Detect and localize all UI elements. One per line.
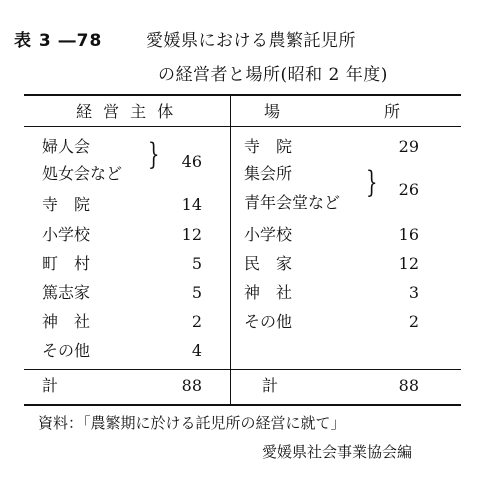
left-row-value: 46	[181, 152, 202, 171]
left-row-label: 寺 院	[42, 195, 91, 214]
table-title-line1: 愛媛県における農繁託児所	[146, 31, 356, 51]
right-total-value: 88	[398, 376, 419, 395]
table-number: 表 3 ―78	[14, 31, 103, 51]
right-row-value: 16	[398, 225, 419, 244]
right-row-value: 29	[398, 137, 419, 156]
left-brace-symbol: }	[148, 137, 160, 172]
left-total-label: 計	[42, 376, 59, 395]
left-row-label: その他	[42, 341, 91, 360]
header-rule	[24, 126, 461, 127]
column-divider	[230, 94, 231, 406]
left-row-label: 婦人会	[42, 137, 91, 156]
header-place-b: 所	[384, 102, 401, 121]
header-place-a: 場	[264, 102, 281, 121]
left-row-label: 篤志家	[42, 283, 91, 302]
source-note: 資料：「農繁期に於ける託児所の経営に就て」	[38, 414, 346, 432]
left-row-label: 小学校	[42, 225, 91, 244]
right-row-value: 26	[398, 180, 419, 199]
header-management: 経 営 主 体	[76, 102, 177, 121]
left-row-value: 5	[191, 283, 202, 302]
right-total-label: 計	[262, 376, 279, 395]
left-row-value: 2	[191, 312, 202, 331]
total-rule	[24, 369, 461, 370]
right-row-value: 3	[408, 283, 419, 302]
right-row-value: 12	[398, 254, 419, 273]
right-row-label: その他	[244, 312, 293, 331]
right-row-label: 集会所	[244, 164, 293, 183]
table-title-line2: の経営者と場所(昭和 2 年度)	[158, 65, 388, 85]
right-brace-symbol: }	[366, 165, 378, 200]
publisher: 愛媛県社会事業協会編	[262, 443, 413, 461]
left-row-value: 5	[191, 254, 202, 273]
right-row-label: 寺 院	[244, 137, 293, 156]
left-row-label: 処女会など	[42, 164, 123, 183]
left-row-value: 4	[191, 341, 202, 360]
left-row-value: 14	[181, 195, 202, 214]
bottom-rule	[24, 404, 461, 406]
right-row-label: 神 社	[244, 283, 293, 302]
right-row-label: 小学校	[244, 225, 293, 244]
left-row-label: 町 村	[42, 254, 91, 273]
top-rule	[24, 94, 461, 96]
right-row-value: 2	[408, 312, 419, 331]
left-total-value: 88	[181, 376, 202, 395]
left-row-value: 12	[181, 225, 202, 244]
right-row-label: 民 家	[244, 254, 293, 273]
left-row-label: 神 社	[42, 312, 91, 331]
right-row-label: 青年会堂など	[244, 193, 341, 212]
